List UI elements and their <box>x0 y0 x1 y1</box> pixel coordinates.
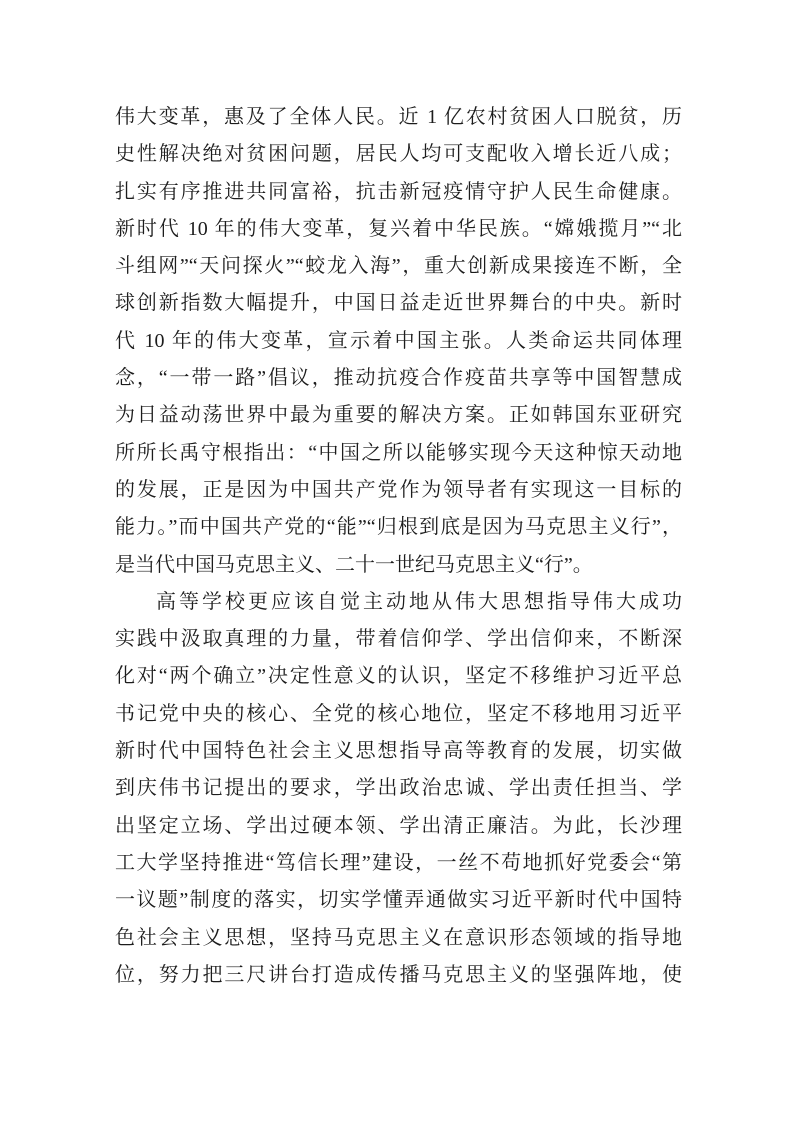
text-line: 新时代中国特色社会主义思想指导高等教育的发展，切实做 <box>115 740 682 763</box>
text-line: 高等学校更应该自觉主动地从伟大思想指导伟大成功 <box>156 590 682 613</box>
text-line: 伟大变革，惠及了全体人民。近 1 亿农村贫困人口脱贫，历 <box>115 106 682 128</box>
paragraph-2 <box>115 584 682 994</box>
text-line: 扎实有序推进共同富裕，抗击新冠疫情守护人民生命健康。 <box>115 180 682 203</box>
text-line: 是当代中国马克思主义、二十一世纪马克思主义“行”。 <box>115 553 593 576</box>
text-line: 工大学坚持推进“笃信长理”建设，一丝不苟地抓好党委会“第 <box>115 851 682 874</box>
text-line: 为日益动荡世界中最为重要的解决方案。正如韩国东亚研究 <box>115 404 682 427</box>
text-line: 一议题”制度的落实，切实学懂弄通做实习近平新时代中国特 <box>115 889 682 912</box>
text-line: 实践中汲取真理的力量，带着信仰学、学出信仰来，不断深 <box>115 628 682 651</box>
text-line: 出坚定立场、学出过硬本领、学出清正廉洁。为此，长沙理 <box>115 814 682 837</box>
text-line: 化对“两个确立”决定性意义的认识，坚定不移维护习近平总 <box>115 665 682 688</box>
text-line: 能力。”而中国共产党的“能”“归根到底是因为马克思主义行”， <box>115 516 682 539</box>
text-line: 书记党中央的核心、全党的核心地位，坚定不移地用习近平 <box>115 702 682 725</box>
document-text-block <box>115 99 682 994</box>
text-line: 新时代 10 年的伟大变革，复兴着中华民族。“嫦娥揽月”“北 <box>115 217 682 240</box>
text-line: 色社会主义思想，坚持马克思主义在意识形态领域的指导地 <box>115 926 682 949</box>
text-line: 位，努力把三尺讲台打造成传播马克思主义的坚强阵地，使 <box>115 963 682 986</box>
text-line: 代 10 年的伟大变革，宣示着中国主张。人类命运共同体理 <box>115 329 682 352</box>
text-line: 念，“一带一路”倡议，推动抗疫合作疫苗共享等中国智慧成 <box>115 367 682 390</box>
text-line: 到庆伟书记提出的要求，学出政治忠诚、学出责任担当、学 <box>115 777 682 800</box>
text-line: 史性解决绝对贫困问题，居民人均可支配收入增长近八成； <box>115 143 682 166</box>
text-line: 所所长禹守根指出：“中国之所以能够实现今天这种惊天动地 <box>115 441 682 464</box>
text-line: 的发展，正是因为中国共产党作为领导者有实现这一目标的 <box>115 478 682 501</box>
text-line: 斗组网”“天问探火”“蛟龙入海”，重大创新成果接连不断，全 <box>115 255 682 278</box>
text-line: 球创新指数大幅提升，中国日益走近世界舞台的中央。新时 <box>115 292 682 315</box>
paragraph-1 <box>115 99 682 584</box>
